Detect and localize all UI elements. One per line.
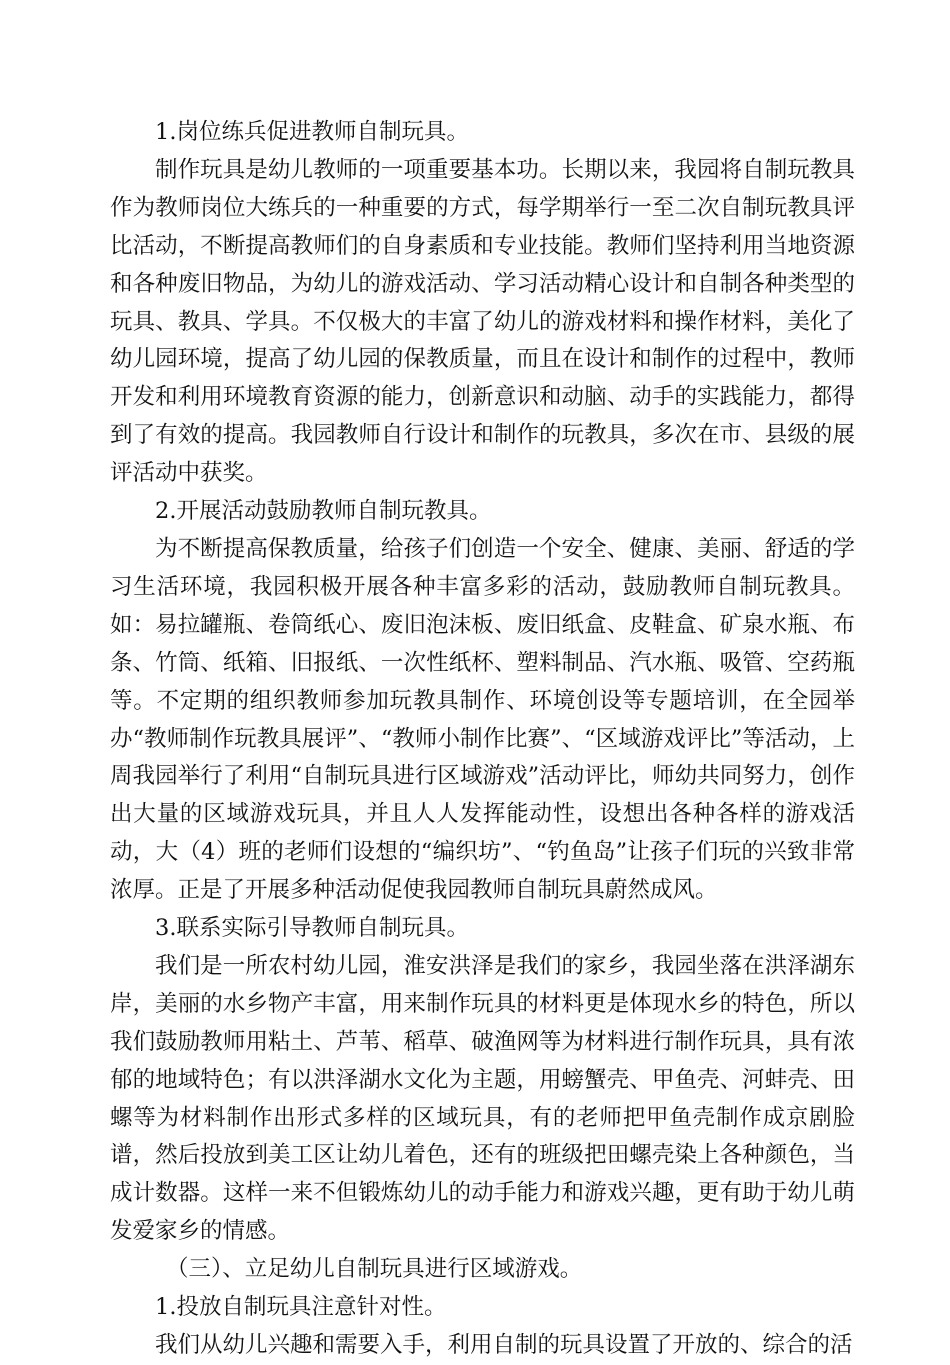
document-body: [110, 114, 855, 1365]
subheading-1: 1.岗位练兵促进教师自制玩具。: [155, 119, 469, 145]
body-paragraph-1: 制作玩具是幼儿教师的一项重要基本功。长期以来，我园将自制玩教具作为教师岗位大练兵的一种重要的方式，每学期举行一至二次自制玩教具评比活动，不断提高教师们的自身素质和专业技能。教师们坚持利用当地资源和各种废旧物品，为幼儿的游戏活动、学习活动精心设计和自制各种类型的玩具、教具、学具。不仅极大的丰富了幼儿的游戏材料和操作材料，美化了幼儿园环境，提高了幼儿园的保教质量，而且在设计和制作的过程中，教师开发和利用环境教育资源的能力，创新意识和动脑、动手的实践能力，都得到了有效的提高。我园教师自行设计和制作的玩教具，多次在市、县级的展评活动中获奖。: [110, 156, 855, 487]
subheading-2: 2.开展活动鼓励教师自制玩教具。: [155, 498, 492, 525]
subheading-4: 1.投放自制玩具注意针对性。: [155, 1294, 447, 1321]
subheading-3: 3.联系实际引导教师自制玩具。: [155, 915, 469, 942]
body-paragraph-2: 为不断提高保教质量，给孩子们创造一个安全、健康、美丽、舒适的学习生活环境，我园积极开展各种丰富多彩的活动，鼓励教师自制玩教具。如：易拉罐瓶、卷筒纸心、废旧泡沫板、废旧纸盒、皮鞋盒、矿泉水瓶、布条、竹筒、纸箱、旧报纸、一次性纸杯、塑料制品、汽水瓶、吸管、空药瓶等。不定期的组织教师参加玩教具制作、环境创设等专题培训，在全园举办“教师制作玩教具展评”、“教师小制作比赛”、“区域游戏评比”等活动，上周我园举行了利用“自制玩具进行区域游戏”活动评比，师幼共同努力，创作出大量的区域游戏玩具，并且人人发挥能动性，设想出各种各样的游戏活动，大（4）班的老师们设想的“编织坊”、“钓鱼岛”让孩子们玩的兴致非常浓厚。正是了开展多种活动促使我园教师自制玩具蔚然成风。: [110, 535, 855, 904]
body-paragraph-3: 我们是一所农村幼儿园，淮安洪泽是我们的家乡，我园坐落在洪泽湖东岸，美丽的水乡物产丰富，用来制作玩具的材料更是体现水乡的特色，所以我们鼓励教师用粘土、芦苇、稻草、破渔网等为材料进行制作玩具，具有浓郁的地域特色；有以洪泽湖水文化为主题，用螃蟹壳、甲鱼壳、河蚌壳、田螺等为材料制作出形式多样的区域玩具，有的老师把甲鱼壳制作成京剧脸谱，然后投放到美工区让幼儿着色，还有的班级把田螺壳染上各种颜色，当成计数器。这样一来不但锻炼幼儿的动手能力和游戏兴趣，更有助于幼儿萌发爱家乡的情感。: [110, 952, 855, 1245]
section-heading-3: （三）、立足幼儿自制玩具进行区域游戏。: [166, 1256, 583, 1283]
body-paragraph-4: 我们从幼儿兴趣和需要入手，利用自制的玩具设置了开放的、综合的活: [155, 1332, 853, 1358]
